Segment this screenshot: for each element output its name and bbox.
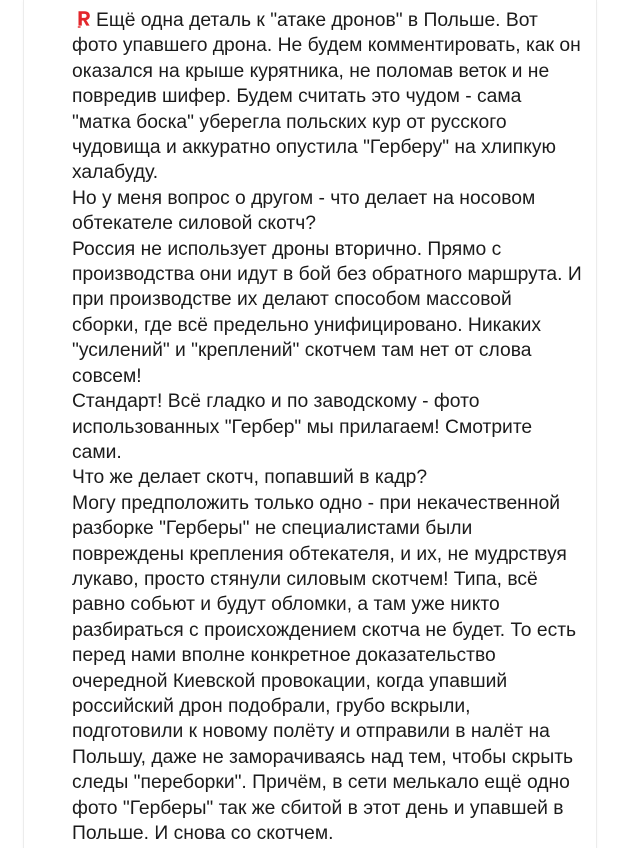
post-paragraph [72,8,582,186]
post-text [72,8,582,846]
post-paragraph: Стандарт! Всё гладко и по заводскому - фото использованных "Гербер" мы прилагаем! Смотрите сами. [72,391,533,463]
red-r-letter-icon [77,10,91,28]
post-card [24,0,596,848]
post-paragraph: Но у меня вопрос о другом - что делает на носовом обтекателе силовой скотч? [72,187,536,235]
post-paragraph: Могу предположить только одно - при некачественной разборке "Герберы" не специалистами были повреждены крепления обтекателя, и их, не мудрствуя лукаво, просто стянули силовым скотчем! Типа, всё равно собьют и будут обломки, а там уже никто разбираться с происхождением скотча не будет. То есть перед нами вполне конкретное доказательство очередной Киевской провокации, когда упавший российский дрон подобрали, грубо вскрыли, подготовили к новому полёту и отправили в налёт на Польшу, даже не заморачиваясь над тем, чтобы скрыть следы "переборки". Причём, в сети мелькало ещё одно фото "Герберы" так же сбитой в этот день и упавшей в Польше. И снова со скотчем. [72,492,577,844]
post-paragraph: Что же делает скотч, попавший в кадр? [72,467,428,489]
post-paragraph: Россия не использует дроны вторично. Прямо с производства они идут в бой без обратного маршрута. И при производстве их делают способом массовой сборки, где всё предельно унифицировано. Никаких "усилений" и "креплений" скотчем там нет от слова совсем! [72,238,582,387]
post-paragraph-text: Ещё одна деталь к "атаке дронов" в Польше. Вот фото упавшего дрона. Не будем комментировать, как он оказался на крыше курятника, не поломав веток и не повредив шифер. Будем считать это чудом - сама "матка боска" уберегла польских кур от русского чудовища и аккуратно опустила "Герберу" на хлипкую халабуду. [72,10,581,184]
red-r-letter-icon-graphic [77,10,91,28]
